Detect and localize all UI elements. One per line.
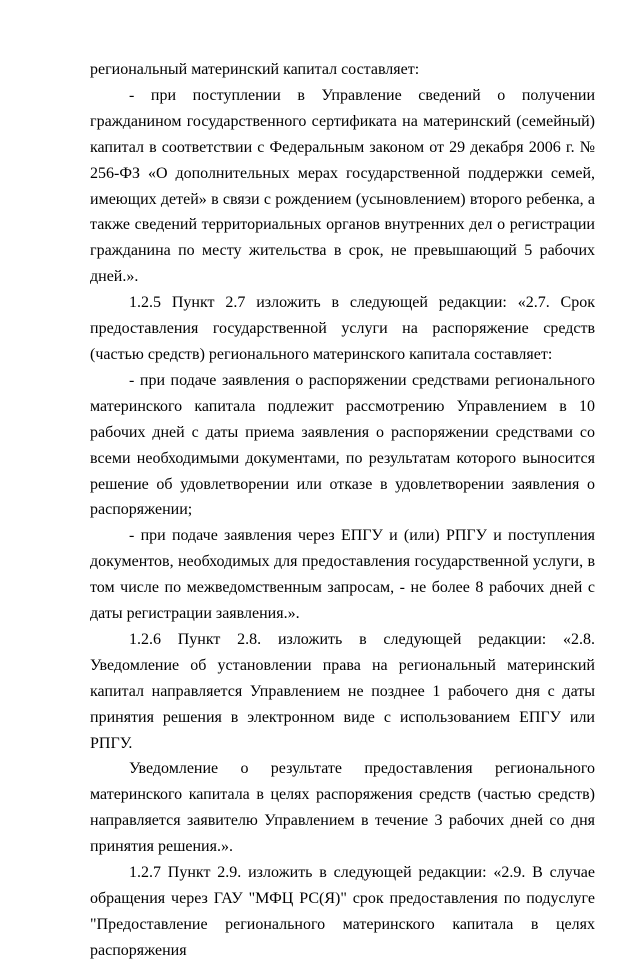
paragraph-epgu-rpgu-term: - при подаче заявления через ЕПГУ и (или) РПГУ и поступления документов, необходимых для предоставления государственной услуги, в том числе по межведомственным запросам, - не более 8 рабочих дней с даты регистрации заявления.». — [90, 527, 595, 623]
paragraph-notification: Уведомление о результате предоставления регионального материнского капитала в целях распоряжения средств (частью средств) направляется заявителю Управлением в течение 3 рабочих дней со дня принятия решения.». — [90, 760, 595, 856]
paragraph-clause-1-2-7: 1.2.7 Пункт 2.9. изложить в следующей редакции: «2.9. В случае обращения через ГАУ "МФЦ РС(Я)" срок предоставления по подуслуге "Предоставление регионального материнского капитала в целях распоряжения — [90, 864, 595, 959]
paragraph-clause-1-2-6: 1.2.6 Пункт 2.8. изложить в следующей редакции: «2.8. Уведомление об установлении права на региональный материнский капитал направляется Управлением не позднее 1 рабочего дня с даты принятия решения в электронном виде с использованием ЕПГУ или РПГУ. — [90, 630, 595, 752]
document-body — [90, 57, 595, 964]
paragraph-clause-1-2-5: 1.2.5 Пункт 2.7 изложить в следующей редакции: «2.7. Срок предоставления государственной услуги на распоряжение средств (частью средств) регионального материнского капитала составляет: — [90, 294, 595, 363]
paragraph-continuation: региональный материнский капитал составляет: — [90, 61, 420, 78]
paragraph-application-review: - при подаче заявления о распоряжении средствами регионального материнского капитала подлежит рассмотрению Управлением в 10 рабочих дней с даты приема заявления о распоряжении средствами со всеми необходимыми документами, по результатам которого выносится решение об удовлетворении или отказе в удовлетворении заявления о распоряжении; — [90, 371, 595, 519]
paragraph-certificate-term: - при поступлении в Управление сведений о получении гражданином государственного сертификата на материнский (семейный) капитал в соответствии с Федеральным законом от 29 декабря 2006 г. № 256-ФЗ «О дополнительных мерах государственной поддержки семей, имеющих детей» в связи с рождением (усыновлением) второго ребенка, а также сведений территориальных органов внутренних дел о регистрации гражданина по месту жительства в срок, не превышающий 5 рабочих дней.». — [90, 86, 595, 286]
